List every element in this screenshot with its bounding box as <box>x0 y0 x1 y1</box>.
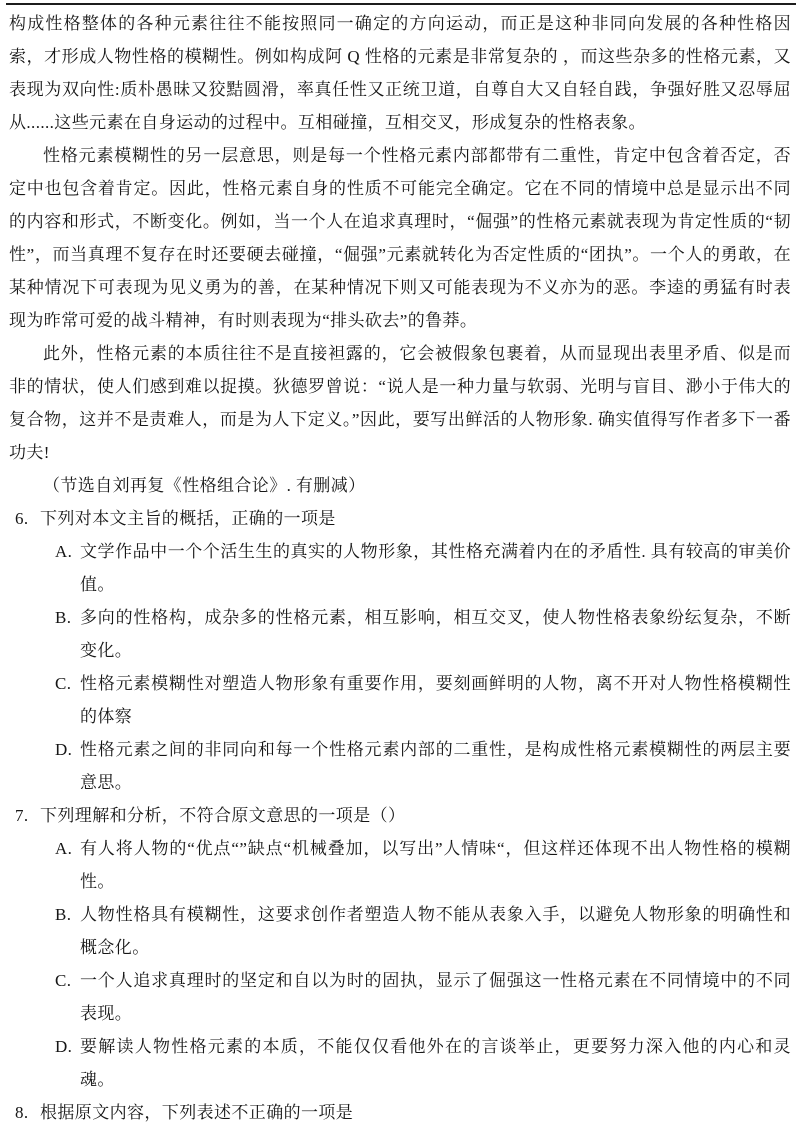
option-label: A. <box>55 839 73 858</box>
document-content <box>0 5 800 1129</box>
question-7-option-c <box>9 964 791 1030</box>
option-text: 人物性格具有模糊性，这要求创作者塑造人物不能从表象入手，以避免人物形象的明确性和概念化。 <box>80 905 791 957</box>
question-7-option-d <box>9 1030 791 1096</box>
passage-source-note: （节选自刘再复《性格组合论》. 有删减） <box>43 476 366 495</box>
question-7-option-a <box>9 832 791 898</box>
option-label: C. <box>55 674 72 693</box>
question-7 <box>9 799 791 1096</box>
option-text: 多向的性格构，成杂多的性格元素，相互影响，相互交叉，使人物性格表象纷纭复杂，不断变化。 <box>80 608 791 660</box>
option-text: 要解读人物性格元素的本质，不能仅仅看他外在的言谈举止，更要努力深入他的内心和灵魂。 <box>80 1037 791 1089</box>
question-8-stem-row <box>9 1096 791 1129</box>
question-6-stem: 下列对本文主旨的概括，正确的一项是 <box>40 509 336 528</box>
option-label: D. <box>55 740 73 759</box>
option-label: C. <box>55 971 72 990</box>
question-7-stem-row <box>9 799 791 832</box>
question-6-stem-row <box>9 502 791 535</box>
option-text: 性格元素模糊性对塑造人物形象有重要作用，要刻画鲜明的人物，离不开对人物性格模糊性的体察 <box>80 674 791 726</box>
option-label: D. <box>55 1037 73 1056</box>
option-label: A. <box>55 542 73 561</box>
question-6-option-d <box>9 733 791 799</box>
passage-paragraph-3: 此外，性格元素的本质往往不是直接袒露的，它会被假象包裹着，从而显现出表里矛盾、似是而非的情状，使人们感到难以捉摸。狄德罗曾说：“说人是一种力量与软弱、光明与盲目、渺小于伟大的复合物，这并不是责难人，而是为人下定义。”因此，要写出鲜活的人物形象. 确实值得写作者多下一番功夫! <box>9 344 791 462</box>
question-8-number: 8. <box>15 1103 29 1122</box>
question-8-stem: 根据原文内容，下列表述不正确的一项是 <box>40 1103 354 1122</box>
question-7-number: 7. <box>15 806 29 825</box>
passage-paragraph-1: 构成性格整体的各种元素往往不能按照同一确定的方向运动，而正是这种非同向发展的各种性格因索，才形成人物性格的模糊性。例如构成阿 Q 性格的元素是非常复杂的 ，而这些杂多的性格元素，又表现为双向性:质朴愚昧又狡黠圆滑，率真任性又正统卫道，自尊自大又自轻自践，争强好胜又忍辱屈从......这些元素在自身运动的过程中。互相碰撞，互相交叉，形成复杂的性格表象。 <box>9 14 791 132</box>
option-label: B. <box>55 905 72 924</box>
option-text: 有人将人物的“优点“”缺点“机械叠加，以写出”人情味“，但这样还体现不出人物性格的模糊性。 <box>80 839 791 891</box>
question-6-number: 6. <box>15 509 29 528</box>
question-7-stem: 下列理解和分析，不符合原文意思的一项是（） <box>40 806 406 825</box>
question-8 <box>9 1096 791 1129</box>
option-text: 性格元素之间的非同向和每一个性格元素内部的二重性，是构成性格元素模糊性的两层主要意思。 <box>80 740 791 792</box>
passage-paragraph-2: 性格元素模糊性的另一层意思，则是每一个性格元素内部都带有二重性，肯定中包含着否定，否定中也包含着肯定。因此，性格元素自身的性质不可能完全确定。它在不同的情境中总是显示出不同的内容和形式，不断变化。例如，当一个人在追求真理时，“倔强”的性格元素就表现为肯定性质的“韧性”，而当真理不复存在时还要硬去碰撞，“倔强”元素就转化为否定性质的“团执”。一个人的勇敢，在某种情况下可表现为见义勇为的善，在某种情况下则又可能表现为不义亦为的恶。李逵的勇猛有时表现为昨常可爱的战斗精神，有时则表现为“排头砍去”的鲁莽。 <box>9 146 791 330</box>
option-label: B. <box>55 608 72 627</box>
option-text: 文学作品中一个个活生生的真实的人物形象，其性格充满着内在的矛盾性. 具有较高的审美价值。 <box>80 542 791 594</box>
question-6 <box>9 502 791 799</box>
question-6-option-b <box>9 601 791 667</box>
option-text: 一个人追求真理时的坚定和自以为时的固执，显示了倔强这一性格元素在不同情境中的不同表现。 <box>80 971 791 1023</box>
question-7-option-b <box>9 898 791 964</box>
question-6-option-a <box>9 535 791 601</box>
question-6-option-c <box>9 667 791 733</box>
